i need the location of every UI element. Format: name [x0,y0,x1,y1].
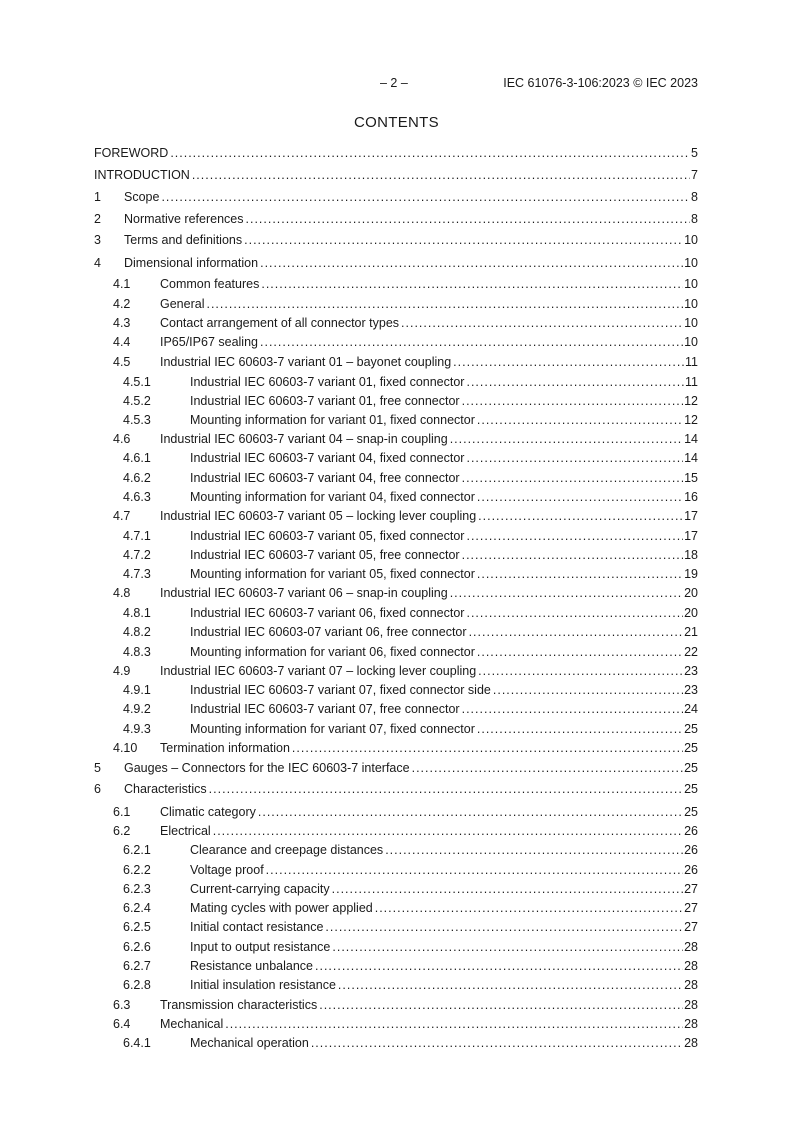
toc-entry-label: Dimensional information [124,256,259,270]
toc-entry-6-2-2[interactable] [123,862,698,878]
toc-leader [332,939,683,955]
toc-entry-number: 6 [94,782,101,796]
toc-entry-label: INTRODUCTION [94,168,190,182]
toc-leader [266,862,683,878]
toc-entry-label: Electrical [160,824,211,838]
toc-entry-number: 6.2 [113,824,131,838]
toc-entry-number: 4.7.2 [123,548,151,562]
toc-entry-label: Industrial IEC 60603-7 variant 06 – snap-in coupling [160,586,448,600]
toc-entry-number: 4.2 [113,297,131,311]
toc-entry-label: Industrial IEC 60603-7 variant 01 – bayonet coupling [160,355,452,369]
toc-entry-page: 20 [684,606,698,620]
toc-entry-number: 4.6.3 [123,490,151,504]
toc-entry-6-2[interactable] [113,823,698,839]
toc-entry-6-4[interactable] [113,1016,698,1032]
toc-leader [161,189,690,205]
toc-entry-number: 6.1 [113,805,131,819]
toc-leader [260,334,683,350]
toc-entry-4[interactable] [94,255,698,271]
toc-entry-label: Industrial IEC 60603-7 variant 07, fixed connector side [190,683,491,697]
toc-leader [477,721,683,737]
toc-entry-page: 11 [685,375,698,389]
toc-leader [206,296,683,312]
toc-entry-label: Industrial IEC 60603-7 variant 05 – locking lever coupling [160,509,477,523]
toc-entry-page: 22 [684,645,698,659]
toc-entry-4-8-1[interactable] [123,605,698,621]
toc-entry-page: 12 [684,413,698,427]
toc-entry-page: 25 [684,782,698,796]
toc-leader [477,489,683,505]
toc-entry-1[interactable] [94,189,698,205]
toc-entry-page: 27 [684,882,698,896]
toc-leader [213,823,683,839]
toc-entry-4-6[interactable] [113,431,698,447]
toc-entry-4-7-2[interactable] [123,547,698,563]
toc-entry-page: 28 [684,998,698,1012]
toc-entry-6-1[interactable] [113,804,698,820]
toc-entry-page: 18 [684,548,698,562]
toc-leader [375,900,683,916]
toc-entry-number: 4.5.1 [123,375,151,389]
toc-entry-page: 23 [684,683,698,697]
toc-entry-3[interactable] [94,232,698,248]
toc-entry-page: 28 [684,1017,698,1031]
toc-leader [462,393,683,409]
toc-leader [292,740,683,756]
toc-leader [450,585,683,601]
toc-entry-4-5-1[interactable] [123,374,698,390]
toc-entry-page: 25 [684,761,698,775]
toc-entry-page: 10 [684,335,698,349]
toc-entry-4-2[interactable] [113,296,698,312]
toc-leader [401,315,683,331]
toc-entry-page: 25 [684,805,698,819]
toc-entry-page: 16 [684,490,698,504]
toc-entry-number: 4.10 [113,741,138,755]
toc-leader [209,781,683,797]
toc-entry-page: 27 [684,901,698,915]
toc-entry-label: Resistance unbalance [190,959,313,973]
toc-entry-label: Climatic category [160,805,256,819]
toc-entry-4-7-3[interactable] [123,566,698,582]
toc-leader [315,958,683,974]
toc-leader [170,145,690,161]
toc-entry-introduction[interactable] [94,167,698,183]
toc-entry-page: 17 [684,509,698,523]
toc-entry-label: Industrial IEC 60603-7 variant 05, free connector [190,548,460,562]
toc-entry-page: 10 [684,256,698,270]
toc-entry-number: 4.5.2 [123,394,151,408]
toc-entry-page: 25 [684,741,698,755]
toc-leader [478,663,683,679]
toc-entry-label: General [160,297,205,311]
toc-entry-4-9[interactable] [113,663,698,679]
toc-entry-page: 12 [684,394,698,408]
toc-entry-foreword[interactable] [94,145,698,161]
toc-entry-page: 25 [684,722,698,736]
toc-entry-number: 4.6.2 [123,471,151,485]
toc-entry-page: 27 [684,920,698,934]
toc-leader [325,919,683,935]
toc-entry-label: Mounting information for variant 07, fixed connector [190,722,475,736]
toc-entry-4-6-2[interactable] [123,470,698,486]
toc-entry-2[interactable] [94,211,698,227]
toc-entry-4-4[interactable] [113,334,698,350]
toc-entry-number: 4 [94,256,101,270]
toc-entry-label: Scope [124,190,160,204]
toc-entry-page: 24 [684,702,698,716]
toc-leader [258,804,683,820]
toc-entry-4-7[interactable] [113,508,698,524]
toc-entry-label: Gauges – Connectors for the IEC 60603-7 interface [124,761,410,775]
toc-entry-page: 11 [685,355,698,369]
toc-entry-6-2-3[interactable] [123,881,698,897]
toc-entry-label: Industrial IEC 60603-7 variant 04 – snap-in coupling [160,432,448,446]
toc-entry-page: 15 [684,471,698,485]
toc-entry-6-2-8[interactable] [123,977,698,993]
toc-entry-number: 4.7.1 [123,529,151,543]
toc-entry-number: 2 [94,212,101,226]
toc-leader [319,997,683,1013]
toc-entry-page: 28 [684,978,698,992]
toc-entry-label: Industrial IEC 60603-7 variant 01, fixed connector [190,375,465,389]
toc-entry-page: 8 [691,190,698,204]
toc-leader [493,682,683,698]
toc-entry-number: 6.2.3 [123,882,151,896]
toc-entry-label: Contact arrangement of all connector types [160,316,400,330]
toc-leader [466,450,683,466]
toc-entry-4-5-2[interactable] [123,393,698,409]
toc-leader [462,701,683,717]
toc-leader [469,624,684,640]
toc-entry-6-2-4[interactable] [123,900,698,916]
toc-entry-label: Mounting information for variant 04, fixed connector [190,490,475,504]
toc-entry-page: 20 [684,586,698,600]
toc-entry-number: 4.5 [113,355,131,369]
toc-entry-number: 6.2.5 [123,920,151,934]
toc-entry-label: Mounting information for variant 05, fixed connector [190,567,475,581]
toc-entry-4-10[interactable] [113,740,698,756]
toc-entry-label: Initial contact resistance [190,920,324,934]
toc-entry-number: 4.9.1 [123,683,151,697]
toc-entry-4-8-2[interactable] [123,624,698,640]
toc-entry-label: Initial insulation resistance [190,978,336,992]
toc-entry-number: 4.8.3 [123,645,151,659]
toc-leader [477,412,683,428]
toc-entry-number: 6.2.2 [123,863,151,877]
toc-entry-label: Mechanical [160,1017,224,1031]
toc-entry-6-4-1[interactable] [123,1035,698,1051]
toc-entry-page: 10 [684,277,698,291]
toc-entry-number: 4.4 [113,335,131,349]
toc-entry-number: 4.8.1 [123,606,151,620]
standard-reference: IEC 61076-3-106:2023 © IEC 2023 [503,76,698,90]
toc-entry-label: Industrial IEC 60603-7 variant 04, free connector [190,471,460,485]
toc-entry-6-2-1[interactable] [123,842,698,858]
toc-leader [477,566,683,582]
toc-entry-number: 3 [94,233,101,247]
toc-leader [385,842,683,858]
toc-entry-number: 4.7.3 [123,567,151,581]
toc-entry-page: 10 [684,297,698,311]
toc-leader [311,1035,683,1051]
toc-entry-label: Common features [160,277,260,291]
toc-entry-number: 4.6 [113,432,131,446]
toc-entry-page: 28 [684,1036,698,1050]
toc-entry-6[interactable] [94,781,698,797]
toc-entry-label: Mounting information for variant 01, fixed connector [190,413,475,427]
toc-entry-label: Mechanical operation [190,1036,309,1050]
toc-entry-number: 4.7 [113,509,131,523]
toc-entry-page: 19 [684,567,698,581]
toc-leader [478,508,683,524]
toc-entry-label: Industrial IEC 60603-07 variant 06, free connector [190,625,467,639]
toc-entry-4-8-3[interactable] [123,644,698,660]
toc-entry-number: 6.4 [113,1017,131,1031]
toc-entry-4-7-1[interactable] [123,528,698,544]
toc-entry-page: 7 [691,168,698,182]
toc-entry-page: 26 [684,843,698,857]
toc-entry-4-5[interactable] [113,354,698,370]
toc-entry-label: Current-carrying capacity [190,882,330,896]
toc-entry-number: 4.8 [113,586,131,600]
toc-entry-4-9-3[interactable] [123,721,698,737]
toc-entry-4-5-3[interactable] [123,412,698,428]
toc-entry-page: 28 [684,959,698,973]
toc-leader [246,211,691,227]
toc-entry-4-6-1[interactable] [123,450,698,466]
toc-entry-4-9-1[interactable] [123,682,698,698]
toc-entry-4-3[interactable] [113,315,698,331]
toc-leader [192,167,690,183]
toc-entry-label: Industrial IEC 60603-7 variant 06, fixed connector [190,606,465,620]
toc-leader [466,605,683,621]
toc-leader [462,470,683,486]
toc-entry-page: 8 [691,212,698,226]
toc-entry-page: 17 [684,529,698,543]
toc-entry-number: 4.6.1 [123,451,151,465]
toc-leader [450,431,683,447]
toc-leader [225,1016,683,1032]
toc-entry-number: 5 [94,761,101,775]
toc-entry-number: 1 [94,190,101,204]
toc-entry-label: Industrial IEC 60603-7 variant 07 – locking lever coupling [160,664,477,678]
toc-entry-label: FOREWORD [94,146,169,160]
toc-entry-number: 6.2.4 [123,901,151,915]
toc-entry-label: Industrial IEC 60603-7 variant 01, free connector [190,394,460,408]
toc-entry-label: Termination information [160,741,290,755]
toc-entry-6-3[interactable] [113,997,698,1013]
toc-entry-page: 21 [684,625,698,639]
toc-entry-number: 4.3 [113,316,131,330]
toc-leader [412,760,684,776]
toc-leader [466,528,683,544]
toc-entry-6-2-5[interactable] [123,919,698,935]
toc-entry-page: 14 [684,451,698,465]
toc-entry-page: 5 [691,146,698,160]
toc-entry-number: 6.3 [113,998,131,1012]
toc-entry-page: 26 [684,863,698,877]
toc-leader [477,644,683,660]
toc-entry-label: Input to output resistance [190,940,331,954]
toc-leader [244,232,683,248]
toc-entry-4-1[interactable] [113,276,698,292]
toc-entry-label: Industrial IEC 60603-7 variant 04, fixed connector [190,451,465,465]
toc-entry-4-6-3[interactable] [123,489,698,505]
toc-entry-6-2-7[interactable] [123,958,698,974]
toc-entry-page: 10 [684,233,698,247]
toc-entry-label: Voltage proof [190,863,264,877]
toc-entry-number: 4.9.3 [123,722,151,736]
toc-entry-number: 4.1 [113,277,131,291]
toc-entry-number: 4.5.3 [123,413,151,427]
toc-entry-4-8[interactable] [113,585,698,601]
toc-leader [332,881,683,897]
page-number: – 2 – [380,76,408,90]
toc-leader [453,354,684,370]
toc-entry-label: Normative references [124,212,244,226]
toc-entry-5[interactable] [94,760,698,776]
contents-title: CONTENTS [354,114,439,131]
toc-entry-number: 6.2.1 [123,843,151,857]
toc-entry-page: 26 [684,824,698,838]
toc-entry-label: Clearance and creepage distances [190,843,384,857]
toc-entry-label: IP65/IP67 sealing [160,335,258,349]
toc-entry-page: 28 [684,940,698,954]
toc-entry-label: Industrial IEC 60603-7 variant 07, free connector [190,702,460,716]
toc-entry-label: Mounting information for variant 06, fixed connector [190,645,475,659]
toc-entry-label: Transmission characteristics [160,998,318,1012]
toc-leader [260,255,683,271]
toc-entry-label: Industrial IEC 60603-7 variant 05, fixed connector [190,529,465,543]
toc-entry-4-9-2[interactable] [123,701,698,717]
toc-entry-number: 4.9.2 [123,702,151,716]
toc-entry-number: 4.9 [113,664,131,678]
toc-entry-6-2-6[interactable] [123,939,698,955]
toc-leader [261,276,683,292]
toc-entry-label: Characteristics [124,782,207,796]
toc-entry-number: 6.2.6 [123,940,151,954]
toc-entry-number: 4.8.2 [123,625,151,639]
toc-entry-page: 23 [684,664,698,678]
toc-leader [462,547,683,563]
toc-entry-page: 14 [684,432,698,446]
toc-leader [466,374,684,390]
toc-entry-label: Terms and definitions [124,233,243,247]
toc-entry-number: 6.4.1 [123,1036,151,1050]
toc-entry-number: 6.2.7 [123,959,151,973]
toc-entry-page: 10 [684,316,698,330]
toc-leader [338,977,683,993]
toc-entry-label: Mating cycles with power applied [190,901,373,915]
toc-entry-number: 6.2.8 [123,978,151,992]
